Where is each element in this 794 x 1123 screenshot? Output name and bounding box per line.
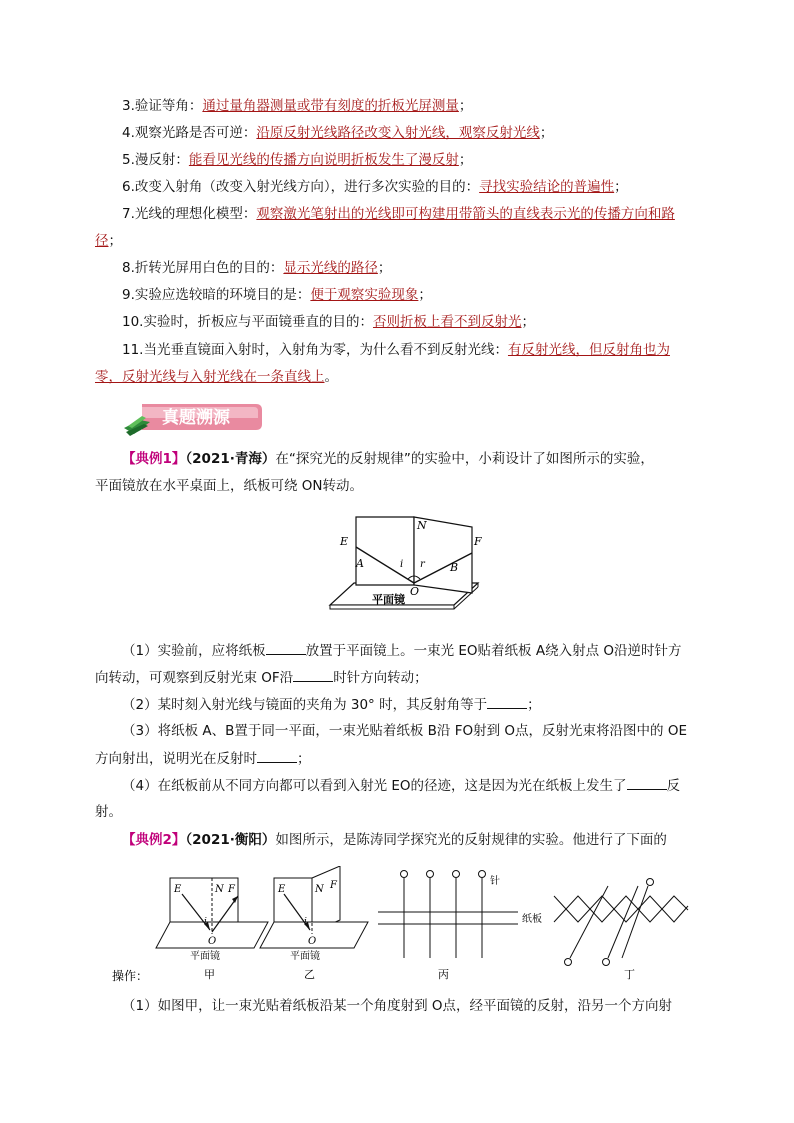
label-i: i bbox=[400, 559, 404, 570]
example-tag: 【典例2】 bbox=[122, 832, 186, 848]
example2-q1: （1）如图甲，让一束光贴着纸板沿某一个角度射到 O点，经平面镜的反射，沿另一个方向射 bbox=[122, 998, 673, 1014]
figure-yi bbox=[260, 866, 368, 981]
label-N: N bbox=[315, 884, 324, 895]
tip-line: 5.漫反射：能看见光线的传播方向说明折板发生了漫反射； bbox=[122, 152, 473, 168]
example1-q4: （4）在纸板前从不同方向都可以看到入射光 EO的径迹，这是因为光在纸板上发生了 反 bbox=[122, 775, 680, 796]
label-jia: 甲 bbox=[204, 968, 215, 981]
label-i: i bbox=[304, 917, 307, 927]
tip-line: 9.实验应选较暗的环境目的是：便于观察实验现象； bbox=[122, 287, 432, 303]
label-mirror: 平面镜 bbox=[372, 593, 405, 606]
figure-ding bbox=[554, 879, 688, 982]
example1-q1: （1）实验前，应将纸板 放置于平面镜上。一束光 EO贴着纸板 A绕入射点 O沿逆时针方 bbox=[122, 640, 681, 661]
label-mirror: 平面镜 bbox=[190, 951, 220, 962]
label-O: O bbox=[308, 936, 317, 947]
label-board: 纸板 bbox=[522, 914, 542, 925]
label-needle: 针 bbox=[490, 876, 500, 887]
example-tag: 【典例1】 bbox=[122, 451, 186, 467]
label-r: r bbox=[420, 559, 425, 570]
reflection-figures-2 bbox=[108, 866, 698, 986]
figure-bing bbox=[378, 871, 542, 982]
label-mirror: 平面镜 bbox=[290, 951, 320, 962]
label-O: O bbox=[410, 585, 420, 598]
label-i: i bbox=[204, 917, 207, 927]
banner-graphic bbox=[120, 398, 266, 438]
example-source: （2021·青海） bbox=[185, 451, 276, 467]
example1-q1-2: 向转动，可观察到反射光束 OF沿 时针方向转动； bbox=[95, 667, 428, 688]
tip-line: 零，反射光线与入射光线在一条直线上。 bbox=[95, 369, 338, 385]
reflection-figure-1 bbox=[326, 505, 486, 615]
label-N: N bbox=[417, 519, 427, 532]
tip-line: 11.当光垂直镜面入射时，入射角为零，为什么看不到反射光线：有反射光线，但反射角也为 bbox=[122, 342, 670, 358]
tip-line: 10.实验时，折板应与平面镜垂直的目的：否则折板上看不到反射光； bbox=[122, 314, 535, 330]
tip-line: 6.改变入射角（改变入射光线方向），进行多次实验的目的：寻找实验结论的普遍性； bbox=[122, 179, 628, 195]
banner-title: 真题溯源 bbox=[162, 408, 230, 428]
tip-line: 径； bbox=[95, 233, 122, 249]
label-bing: 丙 bbox=[438, 968, 449, 981]
example1-intro-2: 平面镜放在水平桌面上，纸板可绕 ON转动。 bbox=[95, 478, 364, 494]
label-F: F bbox=[474, 535, 482, 548]
example-source: （2021·衡阳） bbox=[185, 832, 276, 848]
tip-line: 4.观察光路是否可逆：沿原反射光线路径改变入射光线，观察反射光线； bbox=[122, 125, 554, 141]
label-E: E bbox=[340, 535, 349, 548]
tip-line: 8.折转光屏用白色的目的：显示光线的路径； bbox=[122, 260, 392, 276]
label-E: E bbox=[278, 884, 286, 895]
label-A: A bbox=[356, 557, 364, 570]
label-ding: 丁 bbox=[624, 968, 635, 981]
tip-line: 3.验证等角：通过量角器测量或带有刻度的折板光屏测量； bbox=[122, 98, 473, 114]
label-O: O bbox=[208, 936, 217, 947]
example1-q3: （3）将纸板 A、B置于同一平面，一束光贴着纸板 B沿 FO射到 O点，反射光束将沿图中的 OE bbox=[122, 723, 687, 739]
example1-q4-2: 射。 bbox=[95, 804, 122, 820]
tip-line: 7.光线的理想化模型：观察激光笔射出的光线即可构建用带箭头的直线表示光的传播方向和路 bbox=[122, 206, 675, 222]
label-E: E bbox=[174, 884, 182, 895]
operation-label: 操作： bbox=[112, 969, 149, 983]
label-F: F bbox=[330, 880, 337, 891]
figure-jia bbox=[156, 878, 268, 981]
example2-intro: 【典例2】（2021·衡阳）如图所示，是陈涛同学探究光的反射规律的实验。他进行了下面的 bbox=[122, 832, 667, 848]
example1-intro: 【典例1】（2021·青海）在“探究光的反射规律”的实验中，小莉设计了如图所示的实验， bbox=[122, 451, 654, 467]
section-banner bbox=[120, 398, 266, 438]
label-B: B bbox=[450, 561, 459, 574]
example1-q2: （2）某时刻入射光线与镜面的夹角为 30° 时，其反射角等于 ； bbox=[122, 694, 541, 715]
label-N: N bbox=[215, 884, 224, 895]
label-F: F bbox=[228, 884, 235, 895]
label-yi: 乙 bbox=[304, 968, 315, 981]
example1-q3-2: 方向射出，说明光在反射时 ； bbox=[95, 748, 311, 769]
